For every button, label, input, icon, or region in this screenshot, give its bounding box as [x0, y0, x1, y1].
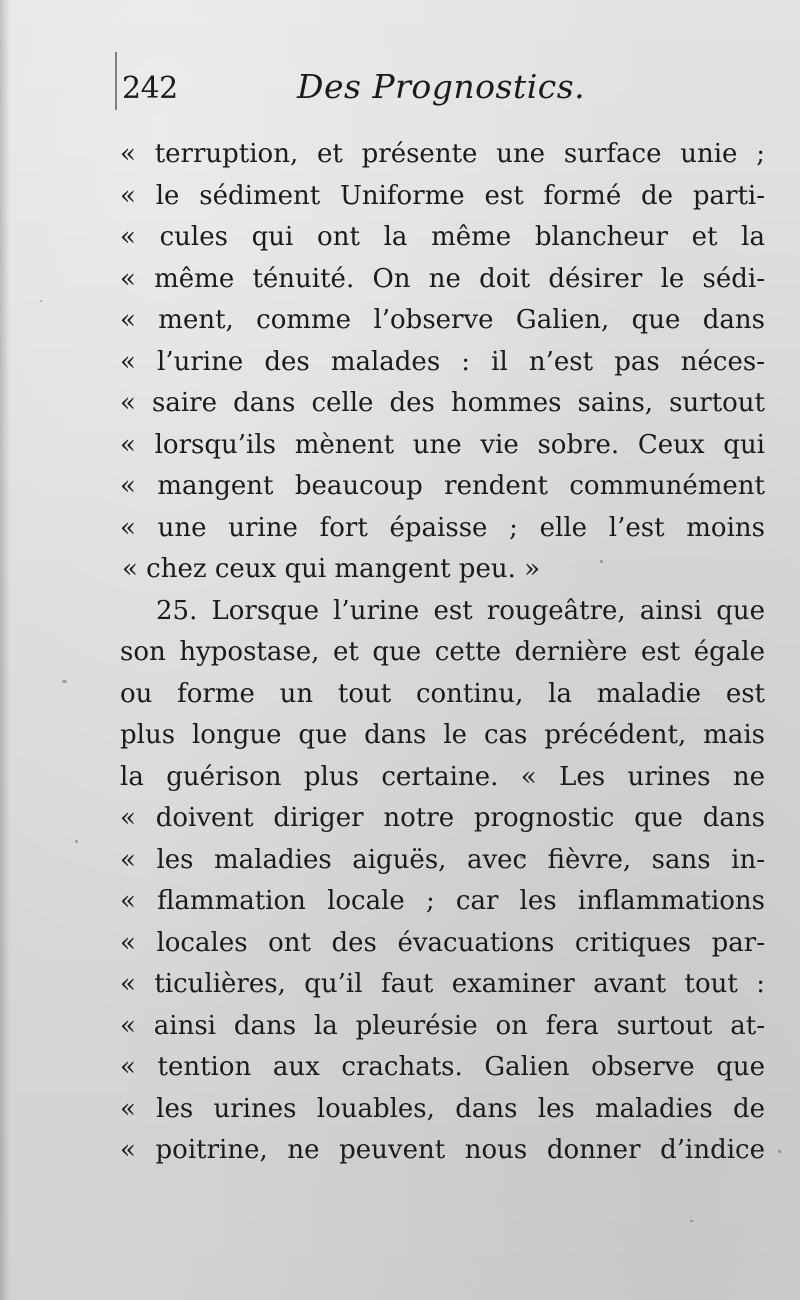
text-line: « flammation locale ; car les inflammations — [120, 886, 765, 916]
paragraph-start-line: 25. Lorsque l’urine est rougeâtre, ainsi que — [156, 595, 765, 626]
page-header — [122, 68, 762, 112]
text-line: « le sédiment Uniforme est formé de parti- — [120, 180, 765, 211]
text-line: « ment, comme l’observe Galien, que dans — [120, 305, 765, 335]
text-line: « chez ceux qui mangent peu. » — [122, 554, 541, 584]
text-line: « ainsi dans la pleurésie on fera surtout at- — [120, 1010, 765, 1041]
text-line: « tention aux crachats. Galien observe que — [120, 1052, 765, 1082]
text-line: « mangent beaucoup rendent communément — [120, 471, 765, 501]
text-line: la guérison plus certaine. « Les urines ne — [120, 761, 765, 792]
margin-mark — [115, 52, 117, 110]
text-line: « une urine fort épaisse ; elle l’est moins — [120, 512, 765, 543]
text-line: « les urines louables, dans les maladies de — [120, 1093, 765, 1124]
text-line: son hypostase, et que cette dernière est égale — [120, 637, 765, 667]
text-line: « locales ont des évacuations critiques par- — [120, 927, 765, 958]
text-line: ou forme un tout continu, la maladie est — [120, 678, 765, 709]
text-line: « l’urine des malades : il n’est pas néces- — [120, 346, 765, 377]
text-line: « les maladies aiguës, avec fièvre, sans in- — [120, 844, 765, 875]
text-line: « terruption, et présente une surface unie ; — [120, 139, 765, 169]
text-line: « ticulières, qu’il faut examiner avant tout : — [120, 969, 765, 999]
text-line: « lorsqu’ils mènent une vie sobre. Ceux qui — [120, 429, 765, 460]
text-line: « saire dans celle des hommes sains, surtout — [120, 388, 765, 418]
text-line: « même ténuité. On ne doit désirer le sédi- — [120, 263, 765, 294]
text-line: « poitrine, ne peuvent nous donner d’indice — [120, 1135, 765, 1165]
page-edge-shadow — [0, 0, 10, 1300]
body-text — [120, 134, 765, 1172]
text-line: « cules qui ont la même blancheur et la — [120, 222, 765, 252]
text-line: « doivent diriger notre prognostic que dans — [120, 803, 765, 833]
text-line: plus longue que dans le cas précédent, mais — [120, 720, 765, 750]
page-number: 242 — [122, 71, 178, 106]
running-title: Des Prognostics. — [297, 67, 586, 106]
